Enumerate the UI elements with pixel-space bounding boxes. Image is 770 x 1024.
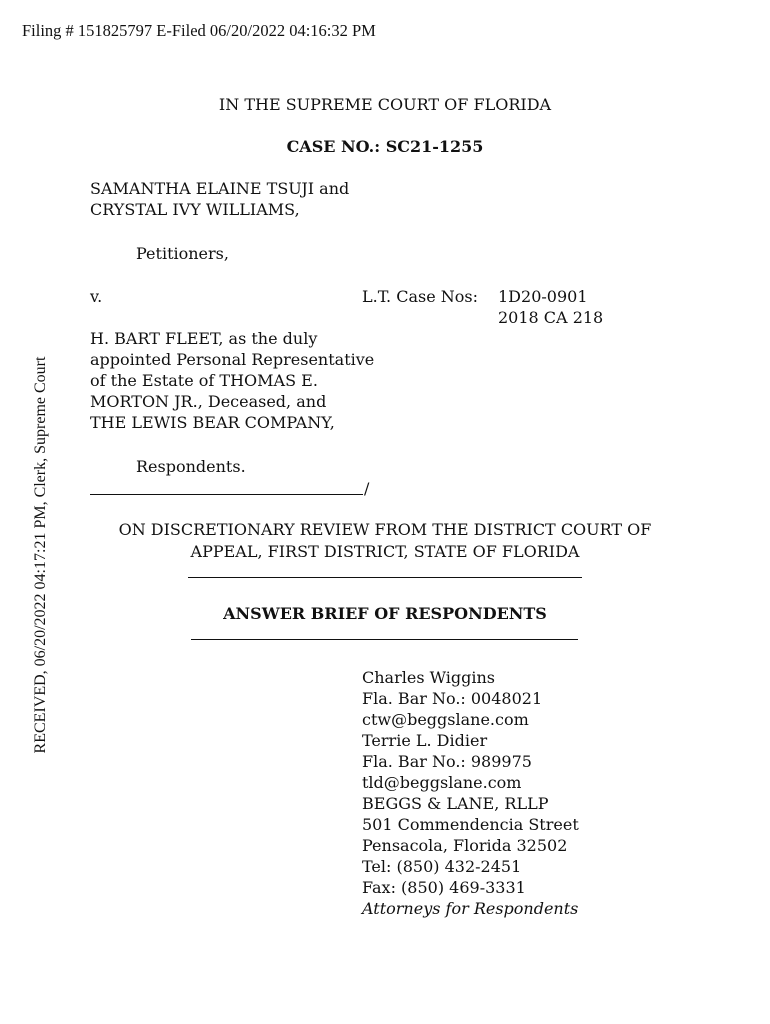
petitioner-name-line: CRYSTAL IVY WILLIAMS, [90, 200, 300, 219]
respondent-names [90, 328, 374, 433]
caption-slash: / [364, 479, 370, 498]
lt-case-label: L.T. Case Nos: [362, 287, 478, 306]
counsel-line: Fla. Bar No.: 0048021 [362, 689, 543, 708]
respondent-name-line: MORTON JR., Deceased, and [90, 392, 327, 411]
review-line: ON DISCRETIONARY REVIEW FROM THE DISTRICT COURT OF [118, 520, 652, 539]
counsel-line: ctw@beggslane.com [362, 710, 529, 729]
caption-rule [90, 494, 363, 495]
counsel-line: Tel: (850) 432-2451 [362, 857, 522, 876]
divider-rule [188, 577, 582, 578]
counsel-line: Pensacola, Florida 32502 [362, 836, 568, 855]
brief-title: ANSWER BRIEF OF RESPONDENTS [223, 604, 547, 623]
counsel-line: Fla. Bar No.: 989975 [362, 752, 532, 771]
counsel-line: tld@beggslane.com [362, 773, 522, 792]
court-heading: IN THE SUPREME COURT OF FLORIDA [218, 95, 552, 114]
received-stamp: RECEIVED, 06/20/2022 04:17:21 PM, Clerk, Supreme Court [32, 356, 49, 754]
respondent-name-line: appointed Personal Representative [90, 350, 375, 369]
respondent-name-line: H. BART FLEET, as the duly [90, 329, 318, 348]
case-number: CASE NO.: SC21-1255 [286, 137, 484, 156]
petitioner-names [90, 178, 349, 220]
counsel-line: BEGGS & LANE, RLLP [362, 794, 549, 813]
counsel-line: 501 Commendencia Street [362, 815, 579, 834]
review-line: APPEAL, FIRST DISTRICT, STATE OF FLORIDA [190, 542, 580, 561]
lt-case-number: 1D20-0901 [498, 287, 588, 306]
respondent-name-line: THE LEWIS BEAR COMPANY, [90, 413, 335, 432]
versus: v. [90, 287, 103, 306]
divider-rule [191, 639, 578, 640]
counsel-line: Fax: (850) 469-3331 [362, 878, 526, 897]
counsel-line: Charles Wiggins [362, 668, 496, 687]
petitioner-name-line: SAMANTHA ELAINE TSUJI and [90, 179, 350, 198]
filing-stamp: Filing # 151825797 E-Filed 06/20/2022 04:16:32 PM [22, 21, 376, 40]
counsel-line: Terrie L. Didier [362, 731, 488, 750]
respondents-label: Respondents. [136, 457, 246, 476]
lt-case-numbers [498, 286, 603, 328]
petitioners-label: Petitioners, [136, 244, 229, 263]
respondent-name-line: of the Estate of THOMAS E. [90, 371, 318, 390]
lt-case-number: 2018 CA 218 [498, 308, 604, 327]
counsel-block [362, 667, 579, 919]
counsel-role: Attorneys for Respondents [362, 899, 579, 918]
